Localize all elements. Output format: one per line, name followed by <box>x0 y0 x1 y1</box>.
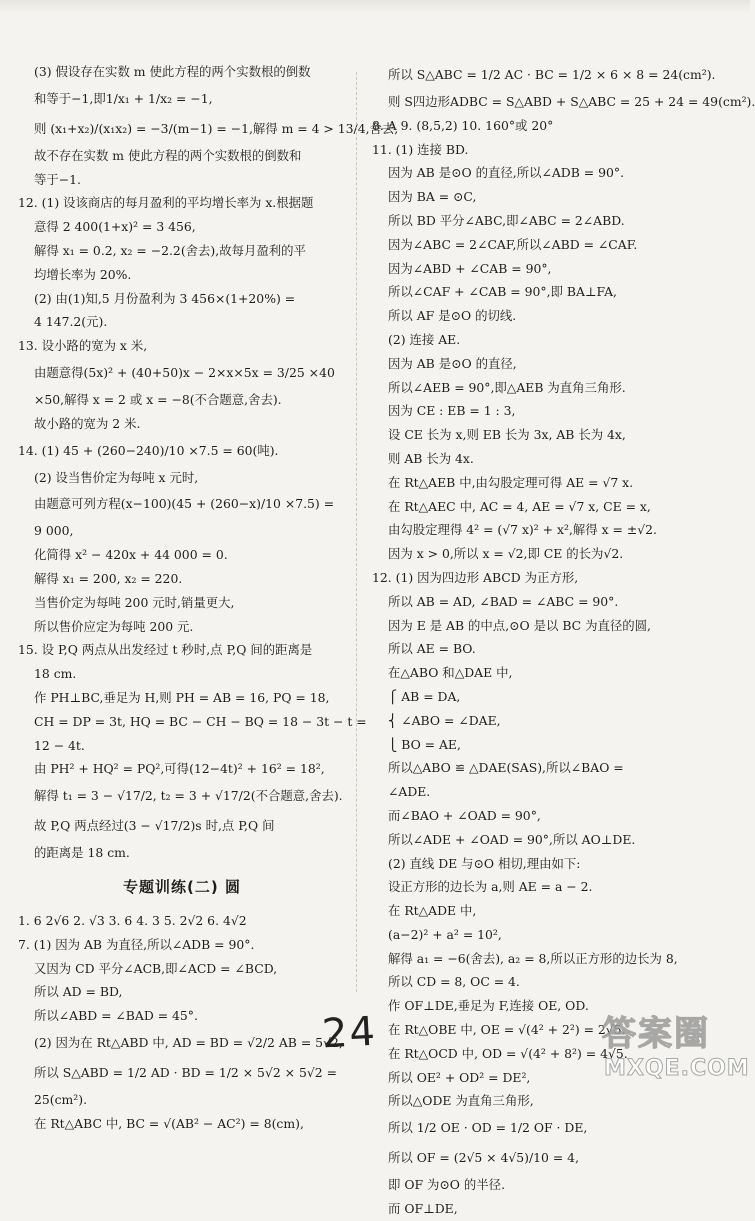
answer-line: 的距离是 18 cm. <box>34 845 130 861</box>
answer-line: ⎩ BO = AE, <box>388 736 461 752</box>
answer-line: 12 − 4t. <box>34 737 85 753</box>
answer-line: 所以∠CAF + ∠CAB = 90°,即 BA⊥FA, <box>388 284 617 300</box>
answer-line: 4 147.2(元). <box>34 314 108 330</box>
answer-line: 15. 设 P,Q 两点从出发经过 t 秒时,点 P,Q 间的距离是 <box>18 642 313 658</box>
answer-line: 设 CE 长为 x,则 EB 长为 3x, AB 长为 4x, <box>388 427 626 443</box>
answer-line: 均增长率为 20%. <box>34 266 132 282</box>
answer-line: 所以∠AEB = 90°,即△AEB 为直角三角形. <box>388 379 626 395</box>
answer-line: 而∠BAO + ∠OAD = 90°, <box>388 807 541 823</box>
answer-line: 14. (1) 45 + (260−240)/10 ×7.5 = 60(吨). <box>18 442 279 458</box>
answer-line: 化简得 x² − 420x + 44 000 = 0. <box>34 547 228 563</box>
answer-line: 所以△ABO ≌ △DAE(SAS),所以∠BAO = <box>388 760 624 776</box>
answer-line: 13. 设小路的宽为 x 米, <box>18 338 148 354</box>
answer-line: 25(cm²). <box>34 1091 88 1107</box>
answer-line: 因为 x > 0,所以 x = √2,即 CE 的长为√2. <box>388 546 624 562</box>
answer-line: 在△ABO 和△DAE 中, <box>388 665 513 681</box>
answer-line: 设正方形的边长为 a,则 AE = a − 2. <box>388 879 593 895</box>
answer-line: 9 000, <box>34 523 74 539</box>
answer-line: 故不存在实数 m 使此方程的两个实数根的倒数和 <box>34 147 302 163</box>
answer-line: ⎨ ∠ABO = ∠DAE, <box>388 712 501 728</box>
answer-line: 所以∠ABD = ∠BAD = 45°. <box>34 1008 198 1024</box>
answer-line: ∠ADE. <box>388 784 431 800</box>
answer-line: 又因为 CD 平分∠ACB,即∠ACD = ∠BCD, <box>34 960 278 976</box>
left-column <box>18 60 399 1136</box>
watermark-en: MXQE.COM <box>604 1056 750 1081</box>
answer-line: 所以 S△ABC = 1/2 AC · BC = 1/2 × 6 × 8 = 24(cm²). <box>388 67 716 82</box>
answer-line: 则 S四边形ADBC = S△ABD + S△ABC = 25 + 24 = 49(cm²). <box>388 94 755 109</box>
answer-line: 因为 AB 是⊙O 的直径, <box>388 355 517 371</box>
answer-line: 意得 2 400(1+x)² = 3 456, <box>34 219 196 235</box>
answer-line: 所以 AF 是⊙O 的切线. <box>388 308 517 324</box>
answer-line: 解得 t₁ = 3 − √17/2, t₂ = 3 + √17/2(不合题意,舍去). <box>34 788 343 804</box>
answer-line: 11. (1) 连接 BD. <box>372 141 469 157</box>
answer-line: 1. 6 2√6 2. √3 3. 6 4. 3 5. 2√2 6. 4√2 <box>18 912 247 928</box>
answer-line: 因为∠ABC = 2∠CAF,所以∠ABD = ∠CAF. <box>388 236 638 252</box>
answer-line: (3) 假设存在实数 m 使此方程的两个实数根的倒数 <box>34 64 311 79</box>
answer-line: 由题意得(5x)² + (40+50)x − 2×x×5x = 3/25 ×40 <box>34 364 335 380</box>
answer-line: 18 cm. <box>34 666 77 682</box>
column-divider <box>356 72 358 992</box>
answer-line: ⎧ AB = DA, <box>388 688 461 704</box>
answer-line: 故小路的宽为 2 米. <box>34 415 141 431</box>
page-top-edge <box>0 0 750 14</box>
answer-line: 在 Rt△OBE 中, OE = √(4² + 2²) = 2√5. <box>388 1022 626 1038</box>
answer-line: 在 Rt△AEC 中, AC = 4, AE = √7 x, CE = x, <box>388 498 651 514</box>
answer-line: ×50,解得 x = 2 或 x = −8(不合题意,舍去). <box>34 391 282 407</box>
answer-line: 因为∠ABD + ∠CAB = 90°, <box>388 260 552 276</box>
answer-line: 解得 x₁ = 200, x₂ = 220. <box>34 570 183 586</box>
answer-line: 所以 BD 平分∠ABC,即∠ABC = 2∠ABD. <box>388 212 625 228</box>
answer-line: (2) 因为在 Rt△ABD 中, AD = BD = √2/2 AB = 5√2, <box>34 1034 343 1050</box>
answer-line: 则 AB 长为 4x. <box>388 450 474 466</box>
answer-line: 解得 a₁ = −6(舍去), a₂ = 8,所以正方形的边长为 8, <box>388 950 678 966</box>
answer-line: 在 Rt△ADE 中, <box>388 903 477 919</box>
answer-line: CH = DP = 3t, HQ = BC − CH − BQ = 18 − 3t − t = <box>34 713 367 729</box>
answer-line: 等于−1. <box>34 171 81 187</box>
answer-line: 作 OF⊥DE,垂足为 F,连接 OE, OD. <box>388 998 589 1014</box>
answer-line: 则 (x₁+x₂)/(x₁x₂) = −3/(m−1) = −1,解得 m = 4 > 13/4,舍去, <box>34 120 399 136</box>
answer-line: 8. A 9. (8,5,2) 10. 160°或 20° <box>372 117 554 133</box>
answer-line: 7. (1) 因为 AB 为直径,所以∠ADB = 90°. <box>18 936 255 952</box>
answer-line: 12. (1) 设该商店的每月盈利的平均增长率为 x.根据题 <box>18 195 314 211</box>
answer-line: 当售价定为每吨 200 元时,销量更大, <box>34 594 235 610</box>
watermark-cn: 答案圈 <box>602 1014 710 1054</box>
answer-line: 因为 AB 是⊙O 的直径,所以∠ADB = 90°. <box>388 165 625 181</box>
answer-line: 12. (1) 因为四边形 ABCD 为正方形, <box>372 569 579 585</box>
answer-line: 所以 AB = AD, ∠BAD = ∠ABC = 90°. <box>388 593 619 609</box>
section-title: 专题训练(二) 圆 <box>123 877 241 896</box>
answer-line: 所以 AD = BD, <box>34 984 123 1000</box>
answer-line: (2) 设当售价定为每吨 x 元时, <box>34 469 199 485</box>
watermark-logo <box>592 1004 750 1092</box>
answer-line: 由题意可列方程(x−100)(45 + (260−x)/10 ×7.5) = <box>34 496 335 512</box>
answer-line: 在 Rt△OCD 中, OD = √(4² + 8²) = 4√5. <box>388 1045 628 1061</box>
answer-line: (a−2)² + a² = 10², <box>388 926 502 942</box>
answer-line: 所以 AE = BO. <box>388 641 476 657</box>
answer-line: 解得 x₁ = 0.2, x₂ = −2.2(舍去),故每月盈利的平 <box>34 242 306 258</box>
answer-line: (2) 直线 DE 与⊙O 相切,理由如下: <box>388 855 581 871</box>
answer-line: 由 PH² + HQ² = PQ²,可得(12−4t)² + 16² = 18², <box>34 761 325 777</box>
answer-line: 由勾股定理得 4² = (√7 x)² + x²,解得 x = ±√2. <box>388 522 657 538</box>
answer-line: 所以 OF = (2√5 × 4√5)/10 = 4, <box>388 1150 580 1166</box>
answer-line: 所以 CD = 8, OC = 4. <box>388 974 520 990</box>
answer-line: 故 P,Q 两点经过(3 − √17/2)s 时,点 P,Q 间 <box>34 818 275 834</box>
answer-line: 所以∠ADE + ∠OAD = 90°,所以 AO⊥DE. <box>388 831 636 847</box>
answer-line: (2) 由(1)知,5 月份盈利为 3 456×(1+20%) = <box>34 290 296 306</box>
answer-line: 所以△ODE 为直角三角形, <box>388 1093 534 1109</box>
answer-line: 而 OF⊥DE, <box>388 1201 458 1217</box>
answer-line: 在 Rt△ABC 中, BC = √(AB² − AC²) = 8(cm), <box>34 1115 304 1131</box>
page-number: 24 <box>320 1008 379 1058</box>
answer-line: 所以售价应定为每吨 200 元. <box>34 618 194 634</box>
answer-line: 因为 BA = ⊙C, <box>388 189 477 205</box>
answer-line: 在 Rt△AEB 中,由勾股定理可得 AE = √7 x. <box>388 474 634 490</box>
answer-line: 作 PH⊥BC,垂足为 H,则 PH = AB = 16, PQ = 18, <box>34 689 330 705</box>
answer-line: 所以 1/2 OE · OD = 1/2 OF · DE, <box>388 1120 588 1136</box>
answer-line: 即 OF 为⊙O 的半径. <box>388 1177 506 1193</box>
answer-line: 所以 S△ABD = 1/2 AD · BD = 1/2 × 5√2 × 5√2 = <box>34 1064 337 1080</box>
answer-line: 所以 OE² + OD² = DE², <box>388 1069 531 1085</box>
answer-line: 和等于−1,即1/x₁ + 1/x₂ = −1, <box>34 90 213 106</box>
answer-line: 因为 CE : EB = 1 : 3, <box>388 403 516 419</box>
answer-line: 因为 E 是 AB 的中点,⊙O 是以 BC 为直径的圆, <box>388 617 651 633</box>
answer-line: (2) 连接 AE. <box>388 331 461 347</box>
